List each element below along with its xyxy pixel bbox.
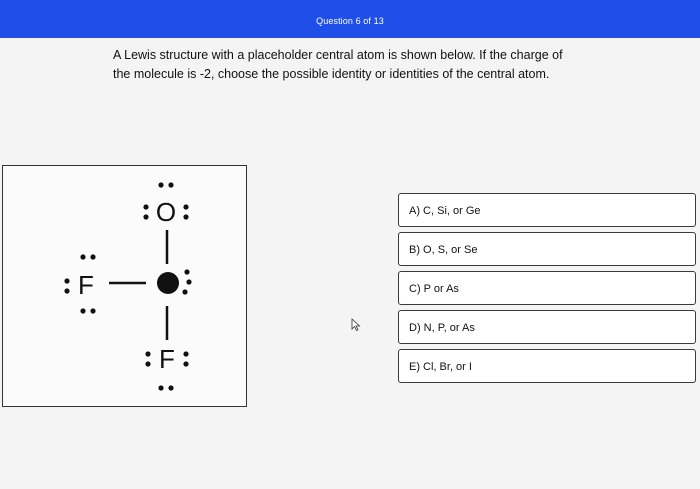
question-header-bar xyxy=(0,0,700,38)
option-b[interactable] xyxy=(398,232,696,266)
mouse-pointer-icon xyxy=(351,318,361,337)
question-text-line-1: A Lewis structure with a placeholder central atom is shown below. If the charge of xyxy=(113,48,563,62)
question-prompt xyxy=(113,46,613,84)
option-a[interactable] xyxy=(398,193,696,227)
lone-pair-dots-central xyxy=(182,269,191,294)
atom-left-label: F xyxy=(78,270,94,300)
atom-top-label: O xyxy=(155,197,177,227)
option-c-label: C) P or As xyxy=(409,283,459,295)
lewis-structure-diagram xyxy=(2,165,247,407)
question-text-line-2: the molecule is -2, choose the possible identity or identities of the central atom. xyxy=(113,67,550,81)
lewis-structure-svg xyxy=(3,166,248,408)
atom-bottom-label: F xyxy=(159,344,175,374)
option-e-label: E) Cl, Br, or I xyxy=(409,361,472,373)
option-d[interactable] xyxy=(398,310,696,344)
central-atom-placeholder xyxy=(157,272,179,294)
option-d-label: D) N, P, or As xyxy=(409,322,475,334)
option-a-label: A) C, Si, or Ge xyxy=(409,205,481,217)
option-b-label: B) O, S, or Se xyxy=(409,244,478,256)
question-counter: Question 6 of 13 xyxy=(316,16,384,26)
option-c[interactable] xyxy=(398,271,696,305)
option-e[interactable] xyxy=(398,349,696,383)
